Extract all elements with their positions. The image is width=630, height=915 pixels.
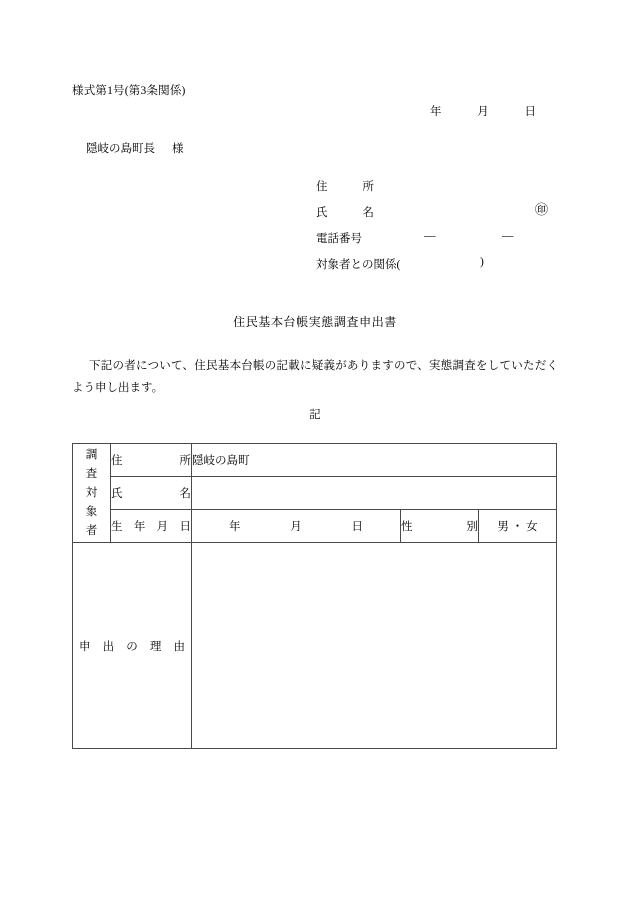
subject-sex-label-text: 性別 bbox=[401, 521, 478, 533]
applicant-relation-row bbox=[316, 256, 556, 282]
subject-table bbox=[72, 443, 557, 749]
applicant-tel-label: 電話番号 bbox=[316, 233, 362, 245]
applicant-address-row bbox=[316, 178, 556, 204]
subject-sex-label bbox=[401, 510, 479, 543]
side-label-char-0: 調 bbox=[85, 448, 98, 461]
seal-icon: ㊞ bbox=[534, 202, 548, 217]
date-month-label: 月 bbox=[477, 106, 489, 118]
applicant-block bbox=[316, 178, 556, 282]
side-label-char-1: 査 bbox=[85, 467, 98, 480]
reason-label-text: 申出の理由 bbox=[79, 640, 185, 653]
subject-dob-label bbox=[111, 510, 192, 543]
page-title: 住民基本台帳実態調査申出書 bbox=[233, 315, 397, 329]
applicant-relation-label: 対象者との関係( bbox=[316, 259, 401, 271]
subject-side-label bbox=[73, 444, 111, 543]
date-line bbox=[430, 103, 536, 119]
subject-name-label bbox=[111, 477, 192, 510]
table-row-name bbox=[73, 477, 557, 510]
addressee-honorific: 様 bbox=[172, 143, 184, 155]
subject-address-label bbox=[111, 444, 192, 477]
subject-name-value[interactable] bbox=[192, 477, 557, 510]
table-row-address bbox=[73, 444, 557, 477]
subject-address-value[interactable]: 隠岐の島町 bbox=[192, 444, 557, 477]
subject-dob-value[interactable] bbox=[192, 510, 401, 543]
dob-month-label: 月 bbox=[290, 521, 302, 533]
ki-mark: 記 bbox=[309, 409, 321, 421]
dob-day-label: 日 bbox=[351, 521, 363, 533]
reason-label bbox=[73, 543, 192, 749]
tel-separator-2: — bbox=[502, 230, 514, 242]
body-paragraph: 下記の者について、住民基本台帳の記載に疑義がありますので、実態調査をしていただくよう申し出ます。 bbox=[72, 360, 558, 394]
applicant-relation-close: ) bbox=[480, 256, 484, 268]
table-row-reason bbox=[73, 543, 557, 749]
date-year-label: 年 bbox=[430, 106, 442, 118]
side-label-char-2: 対 bbox=[85, 486, 98, 499]
form-number: 様式第1号(第3条関係) bbox=[72, 85, 186, 97]
applicant-name-row bbox=[316, 204, 556, 230]
applicant-tel-row bbox=[316, 230, 556, 256]
side-label-char-4: 者 bbox=[85, 524, 98, 537]
subject-name-label-text: 氏名 bbox=[111, 488, 191, 500]
addressee-office: 隠岐の島町長 bbox=[86, 143, 155, 155]
tel-separator-1: — bbox=[424, 230, 436, 242]
addressee bbox=[86, 140, 184, 156]
reason-value[interactable] bbox=[192, 543, 557, 749]
applicant-address-label: 住所 bbox=[316, 181, 374, 193]
dob-year-label: 年 bbox=[229, 521, 241, 533]
side-label-char-3: 象 bbox=[85, 505, 98, 518]
subject-sex-options[interactable]: 男 ・ 女 bbox=[479, 510, 557, 543]
subject-dob-label-text: 生年月日 bbox=[111, 521, 191, 533]
dob-placeholder-group bbox=[192, 518, 400, 534]
applicant-name-label: 氏名 bbox=[316, 207, 374, 219]
table-row-dob bbox=[73, 510, 557, 543]
subject-address-label-text: 住所 bbox=[111, 455, 191, 467]
date-day-label: 日 bbox=[524, 106, 536, 118]
